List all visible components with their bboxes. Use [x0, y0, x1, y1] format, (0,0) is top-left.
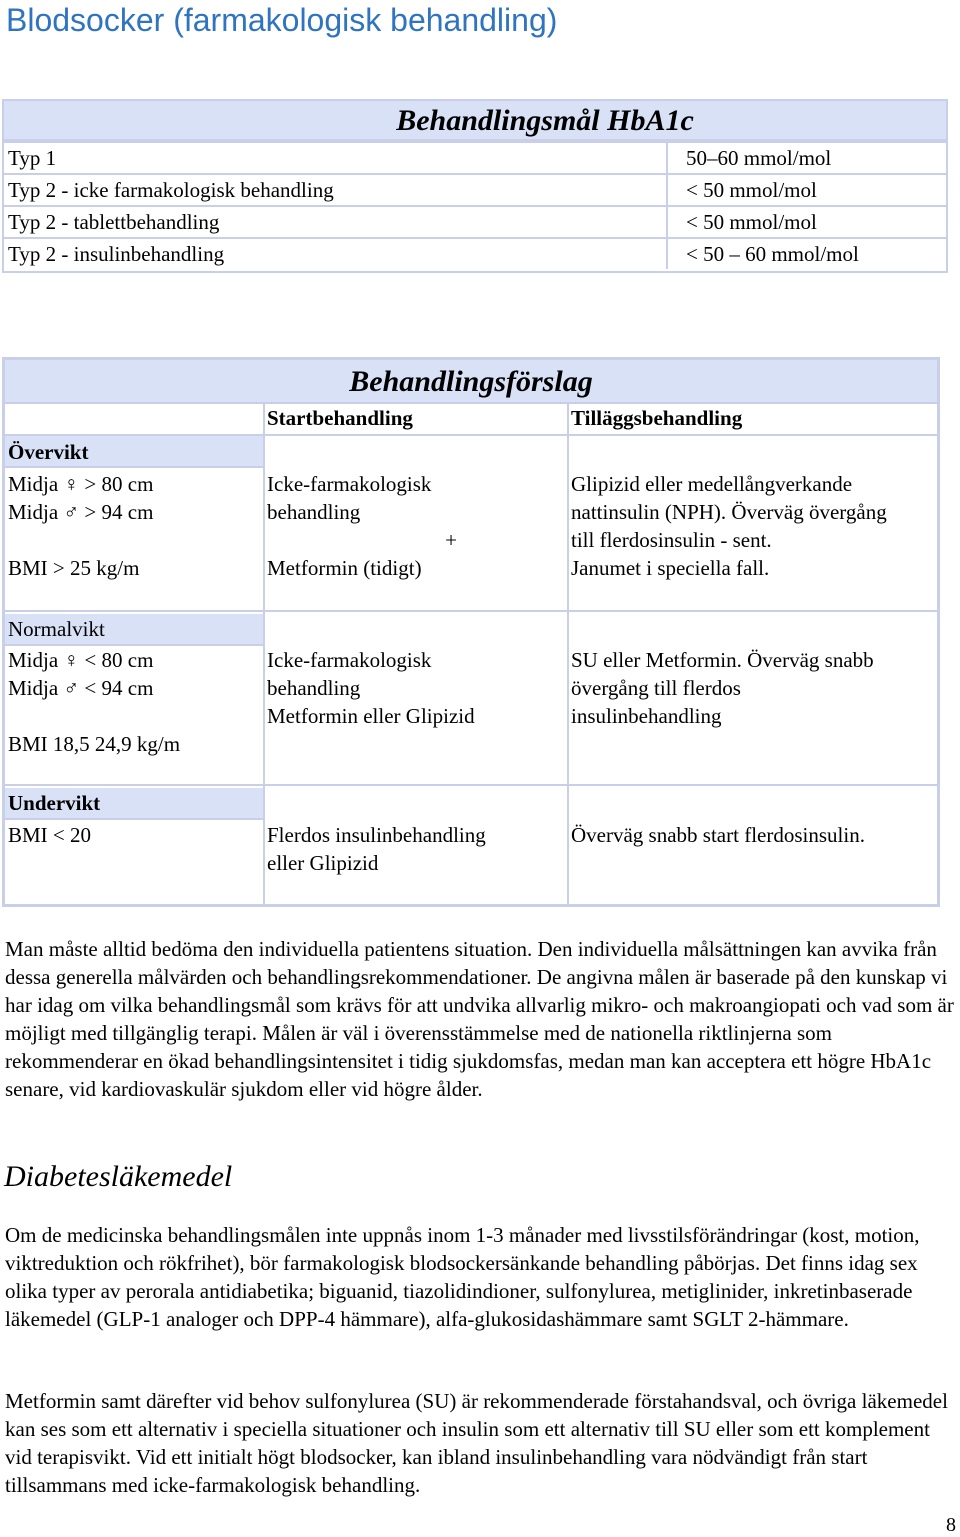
page-title: Blodsocker (farmakologisk behandling) — [6, 2, 558, 38]
criteria-normal-weight: Midja ♀ < 80 cm Midja ♂ < 94 cm BMI 18,5 24,9 kg/m — [8, 648, 181, 756]
section-heading: Diabetesläkemedel — [4, 1160, 233, 1193]
first-line-treatment-paragraph: Metformin samt därefter vid behov sulfonylurea (SU) är rekommenderade förstahandsval, och övriga läkemedel kan ses som ett alternativ i speciella situationer och insulin som ett alternativ till SU eller som ett komplement vid terapisvikt. Vid ett initialt högt blodsocker, kan ibland insulinbehandling vara nödvändigt från start tillsammans med icke-farmakologisk behandling. — [5, 1389, 948, 1497]
category-overweight: Övervikt — [8, 440, 89, 464]
category-normal-weight: Normalvikt — [8, 617, 105, 641]
additional-treatment-overweight: Glipizid eller medellångverkande nattinsulin (NPH). Överväg övergång till flerdosinsulin - sent. Janumet i speciella fall. — [571, 472, 887, 580]
additional-treatment-underweight: Överväg snabb start flerdosinsulin. — [571, 823, 865, 847]
table-row — [4, 205, 946, 237]
category-underweight: Undervikt — [8, 791, 101, 815]
col-header-start: Startbehandling — [267, 406, 413, 430]
medication-intro-paragraph: Om de medicinska behandlingsmålen inte uppnås inom 1-3 månader med livsstilsförändringar (kost, motion, viktreduktion och rökfrihet), bör farmakologisk blodsockersänkande behandling påbörjas. Det finns idag sex olika typer av perorala antidiabetika; biguanid, tiazolidindioner, sulfonylurea, metiglinider, inkretinbaserade läkemedel (GLP-1 analoger och DPP-4 hämmare), alfa-glukosidashämmare samt SGLT 2-hämmare. — [5, 1223, 920, 1331]
start-treatment-overweight: Icke-farmakologisk behandling + Metformin (tidigt) — [267, 472, 457, 580]
target-value-cell: 50–60 mmol/mol — [666, 143, 946, 173]
col-header-additional: Tilläggsbehandling — [571, 406, 743, 430]
additional-treatment-normal-weight: SU eller Metformin. Överväg snabb övergång till flerdos insulinbehandling — [571, 648, 874, 728]
start-treatment-normal-weight: Icke-farmakologisk behandling Metformin eller Glipizid — [267, 648, 475, 728]
target-value-cell: < 50 mmol/mol — [666, 175, 946, 205]
diabetes-type-cell: Typ 2 - icke farmakologisk behandling — [8, 178, 334, 202]
target-value-cell: < 50 – 60 mmol/mol — [666, 239, 946, 269]
treatment-suggestions-table — [2, 357, 940, 907]
page-number: 8 — [946, 1514, 956, 1536]
table-row — [4, 141, 946, 173]
target-value-cell: < 50 mmol/mol — [666, 207, 946, 237]
criteria-overweight: Midja ♀ > 80 cm Midja ♂ > 94 cm BMI > 25 kg/m — [8, 472, 154, 580]
diabetes-type-cell: Typ 2 - tablettbehandling — [8, 210, 220, 234]
goals-table-header: Behandlingsmål HbA1c — [4, 101, 946, 141]
table-row — [4, 173, 946, 205]
diabetes-type-cell: Typ 2 - insulinbehandling — [8, 242, 225, 266]
start-treatment-underweight: Flerdos insulinbehandling eller Glipizid — [267, 823, 486, 875]
individual-assessment-paragraph: Man måste alltid bedöma den individuella patientens situation. Den individuella målsättningen kan avvika från dessa generella målvärden och behandlingsrekommendationer. De angivna målen är baserade på den kunskap vi har idag om vilka behandlingsmål som krävs för att undvika allvarlig mikro- och makroangiopati och vad som är möjligt med tillgänglig terapi. Målen är väl i överensstämmelse med de nationella riktlinjerna som rekommenderar en ökad behandlingsintensitet i tidig sjukdomsfas, medan man kan acceptera ett högre HbA1c senare, vid kardiovaskulär sjukdom eller vid högre ålder. — [5, 937, 954, 1101]
hba1c-goals-table — [2, 99, 948, 273]
table-row — [4, 237, 946, 269]
criteria-underweight: BMI < 20 — [8, 823, 92, 847]
diabetes-type-cell: Typ 1 — [8, 146, 57, 170]
treatment-table-header: Behandlingsförslag — [349, 365, 593, 398]
